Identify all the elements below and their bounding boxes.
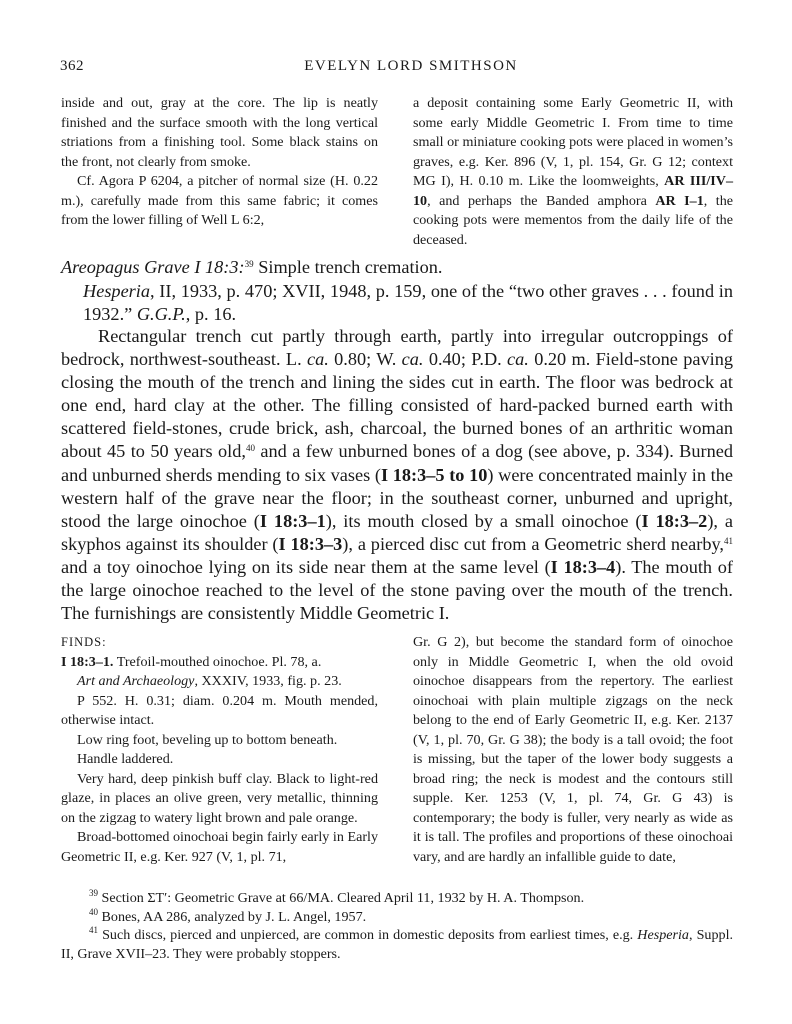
find-item-foot: Low ring foot, beveling up to bottom beneath. [77, 731, 338, 748]
find-item-heading [61, 653, 378, 673]
top-left-paragraph-1: inside and out, gray at the core. The lip is neatly finished and the surface smooth with the long vertical striations from a finishing tool. Some black stains on the front, not clearly from smoke. [61, 95, 378, 170]
text-run: 0.20 m. Field-stone paving closing the mouth of the trench and lining the sides cut in earth. The floor was bedrock at one end, hard clay at the other. The filling consisted of hard-packed burned earth with scattered field-stones, crude brick, ash, charcoal, the burned bones of an arthritic woman about 45 to 50 years old, [61, 349, 733, 462]
find-item-discussion-continued: Gr. G 2), but become the standard form of oinochoe only in Middle Geometric I, when the old ovoid oinochoe disappears from the repertory. The earliest oinochoai with plain multiple zigzags on the neck belong to the end of Early Geometric II, e.g. Ker. 2137 (V, 1, pl. 70, Gr. G 38); the body is a tall ovoid; the foot is missing, but the taper of the lower body suggests a broad ring; the neck is modest and the contours still supple. Ker. 1253 (V, 1, pl. 74, Gr. G 43) is contemporary; the body is fuller, very nearly as wide as it is tall. The profiles and proportions of these oinochoai vary, and are hardly an infallible guide to date, [413, 634, 733, 865]
abbr: ca. [507, 349, 529, 370]
footnote-41 [61, 926, 733, 963]
running-title: EVELYN LORD SMITHSON [304, 58, 518, 74]
page-number: 362 [60, 58, 84, 74]
finds-right-column [413, 633, 733, 867]
text-run: ), its mouth closed by a small oinochoe ( [325, 510, 642, 531]
find-item-handle: Handle laddered. [77, 751, 174, 767]
text-run: and a few unburned bones of a dog (see above, p. 334). Burned and unburned sherds mending to six vases ( [61, 441, 733, 485]
catalog-ref: AR III/IV–10 [413, 173, 733, 209]
footnote-ref[interactable]: 41 [724, 535, 733, 546]
footnote-ref[interactable]: 39 [244, 259, 254, 269]
footnotes [61, 889, 733, 963]
footnote-text: Section ΣΤ′: Geometric Grave at 66/MA. Cleared April 11, 1932 by H. A. Thompson. [98, 890, 585, 906]
journal-title: G.G.P. [136, 304, 186, 325]
catalog-ref: I 18:3–4 [550, 556, 616, 577]
footnote-40 [61, 908, 733, 927]
catalog-ref: I 18:3–3 [278, 533, 343, 554]
finds-label: FINDS: [61, 635, 107, 649]
grave-title: Areopagus Grave I 18:3: [61, 257, 245, 277]
top-left-column [61, 94, 378, 231]
catalog-ref: AR I–1 [655, 192, 704, 209]
text-run: , II, 1933, p. 470; XVII, 1948, p. 159, one of the “two other graves . . . found in 1932.” [83, 281, 733, 325]
text-run: Trefoil-mouthed oinochoe. Pl. 78, a. [113, 653, 322, 670]
footnote-ref[interactable]: 40 [245, 443, 255, 454]
footnote-number: 41 [89, 925, 98, 935]
catalog-ref: I 18:3–2 [641, 510, 708, 531]
catalog-ref: I 18:3–5 to 10 [380, 464, 488, 485]
grave-body-paragraph [61, 325, 733, 625]
catalog-ref: I 18:3–1 [259, 510, 326, 531]
find-item-clay: Very hard, deep pinkish buff clay. Black to light-red glaze, in places an olive green, very metallic, thinning on the zigzag to watery light brown and pale orange. [61, 770, 378, 826]
journal-title: Hesperia [637, 927, 689, 943]
text-run: 0.40; P.D. [423, 349, 508, 370]
text-run: ) were concentrated mainly in the western half of the grave near the floor; in the southeast corner, unburned and upright, stood the large oinochoe ( [61, 464, 733, 531]
grave-description: Simple trench cremation. [253, 257, 443, 277]
text-run: , XXXIV, 1933, fig. p. 23. [194, 673, 342, 689]
footnote-text: , Suppl. II, Grave XVII–23. They were probably stoppers. [61, 927, 734, 962]
journal-title: Hesperia [83, 281, 151, 301]
text-run: and a toy oinochoe lying on its side near them at the same level ( [61, 556, 551, 577]
top-right-paragraph [413, 94, 733, 250]
text-run: ), a pierced disc cut from a Geometric sherd nearby, [342, 533, 724, 554]
top-left-paragraph-2: Cf. Agora P 6204, a pitcher of normal size (H. 0.22 m.), carefully made from this same fabric; it comes from the lower filling of Well L 6:2, [61, 173, 378, 228]
find-item-discussion: Broad-bottomed oinochoai begin fairly early in Early Geometric II, e.g. Ker. 927 (V, 1, pl. 71, [61, 829, 378, 865]
text-run: Rectangular trench cut partly through earth, partly into irregular outcroppings of bedrock, northwest-southeast. L. [61, 326, 733, 370]
abbr: ca. [401, 349, 424, 370]
finds-left-column [61, 633, 378, 867]
find-item-bibliography [61, 672, 378, 692]
text-run: ). The mouth of the large oinochoe reached to the level of the stone paving over the mouth of the trench. The furnishings are consistently Middle Geometric I. [61, 556, 733, 624]
footnote-39 [61, 889, 733, 908]
footnote-number: 40 [89, 906, 98, 917]
text-run: , and perhaps the Banded amphora [427, 192, 656, 209]
text-run: ), a skyphos against its shoulder ( [61, 510, 733, 554]
text-run: a deposit containing some Early Geometric II, with some early Middle Geometric I. From time to time small or miniature cooking pots were placed in women’s graves, e.g. Ker. 896 (V, 1, pl. 154, Gr. G 12; context MG I), H. 0.10 m. Like the loomweights, [413, 95, 733, 189]
top-right-column [413, 94, 733, 250]
text-run: 0.80; W. [328, 349, 402, 370]
text-run: , the cooking pots were mementos from the daily life of the deceased. [413, 192, 733, 248]
find-item-meta: P 552. H. 0.31; diam. 0.204 m. Mouth mended, otherwise intact. [61, 692, 378, 728]
footnote-number: 39 [89, 888, 98, 898]
grave-references [61, 280, 733, 326]
abbr: ca. [306, 349, 329, 370]
text-run: , p. 16. [185, 304, 237, 325]
footnote-text: Such discs, pierced and unpierced, are common in domestic deposits from earliest times, e.g. [98, 927, 638, 943]
footnote-text: Bones, AA 286, analyzed by J. L. Angel, 1957. [98, 908, 367, 925]
find-item-id: I 18:3–1. [61, 653, 114, 670]
journal-title: Art and Archaeology [77, 673, 195, 689]
grave-body [61, 325, 733, 625]
grave-heading [61, 256, 733, 279]
